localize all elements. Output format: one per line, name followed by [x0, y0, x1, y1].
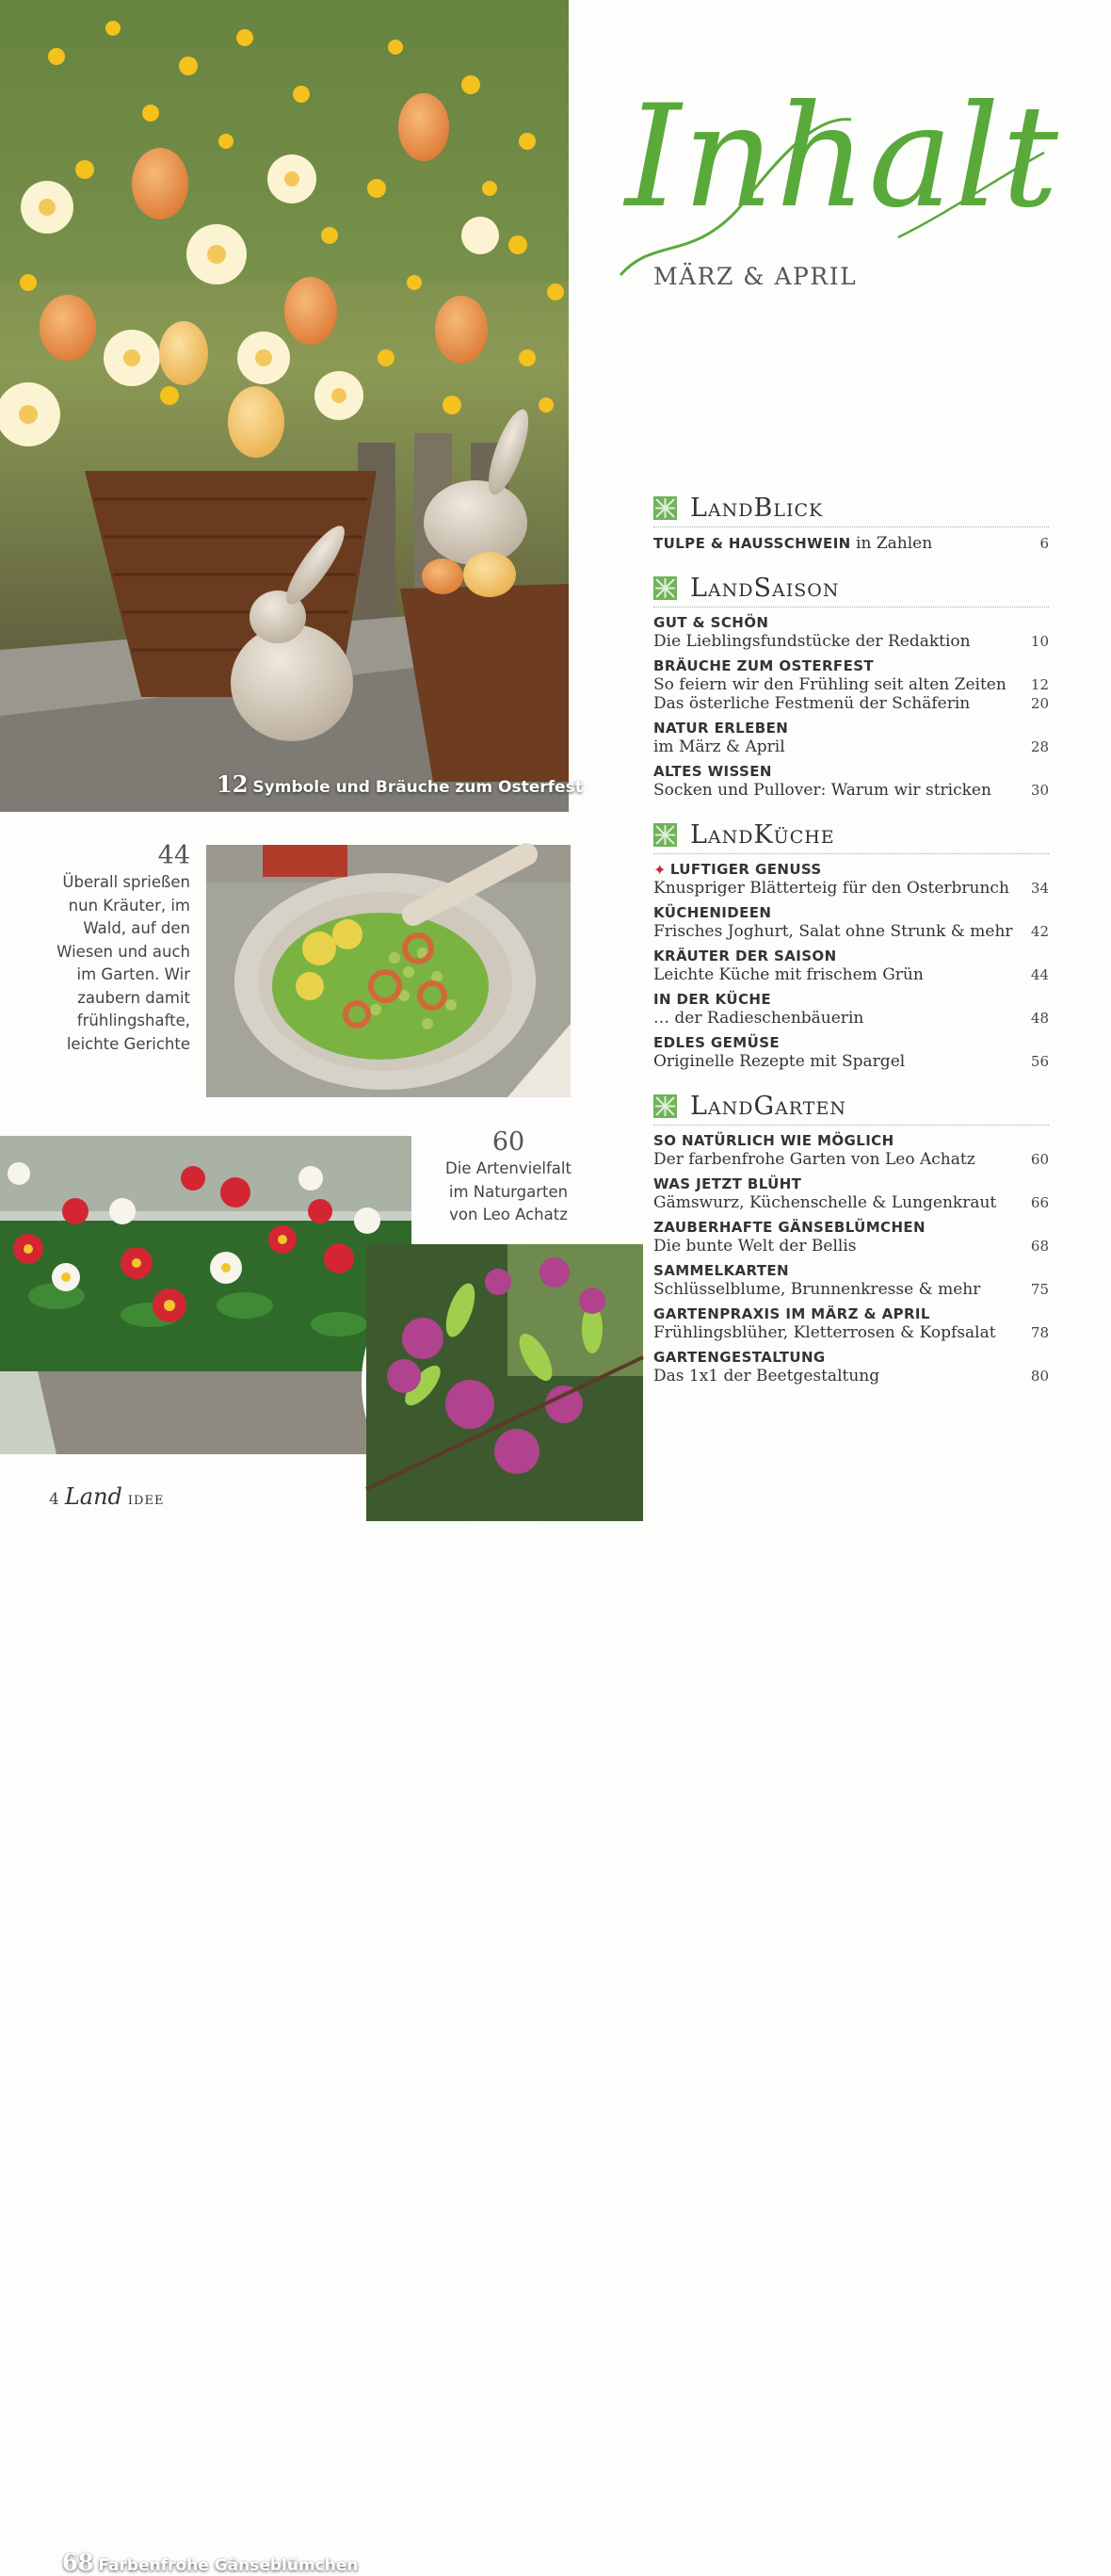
entry-heading: ZAUBERHAFTE GÄNSEBLÜMCHEN: [653, 1219, 926, 1236]
teaser-line: zaubern damit: [77, 988, 190, 1007]
teaser-line: im Garten. Wir: [76, 965, 190, 983]
entry-page: 80: [1030, 1368, 1049, 1385]
entry-text: Socken und Pullover: Warum wir stricken: [653, 781, 991, 800]
teaser-page-number: 60: [491, 1127, 525, 1157]
section-leaf-icon: [653, 496, 677, 520]
entry-page: 56: [1030, 1053, 1049, 1070]
garden-teaser: [428, 1127, 588, 1227]
entry-text: Die Lieblingsfundstücke der Redaktion: [653, 632, 971, 651]
daphne-blossom-photo: [362, 1239, 648, 1526]
herb-salad-photo: [206, 845, 571, 1097]
entry-page: 48: [1030, 1010, 1049, 1027]
entry-text: Leichte Küche mit frischem Grün: [653, 965, 924, 984]
toc-entry[interactable]: [653, 1305, 1049, 1342]
section-title: LandKüche: [690, 820, 835, 850]
entry-heading: IN DER KÜCHE: [653, 991, 771, 1008]
star-icon: ✦: [653, 861, 667, 879]
section-leaf-icon: [653, 823, 677, 847]
title-inhalt: Inhalt: [625, 75, 1061, 239]
brand-logo-script: Land: [64, 1483, 122, 1510]
entry-page: 66: [1030, 1194, 1049, 1211]
toc-entry[interactable]: [653, 763, 1049, 800]
section-title: LandGarten: [690, 1092, 846, 1121]
section-header: [653, 570, 1049, 608]
teaser-line: Wald, auf den: [83, 919, 190, 937]
caption-text: Symbole und Bräuche zum Osterfest: [252, 778, 583, 797]
toc-entry[interactable]: [653, 1132, 1049, 1169]
teaser-line: leichte Gerichte: [66, 1034, 190, 1053]
teaser-line: Überall sprießen: [62, 873, 190, 891]
page-number: 4: [49, 1490, 59, 1509]
caption-page-number: 12: [217, 770, 249, 798]
entry-heading: LUFTIGER GENUSS: [669, 861, 822, 878]
entry-heading: BRÄUCHE ZUM OSTERFEST: [653, 657, 875, 674]
entry-heading: SO NATÜRLICH WIE MÖGLICH: [653, 1132, 894, 1149]
teaser-line: frühlingshafte,: [76, 1012, 190, 1029]
entry-page: 42: [1030, 923, 1049, 940]
entry-text: Das 1x1 der Beetgestaltung: [653, 1367, 880, 1385]
herb-salad-illustration: [206, 845, 571, 1097]
entry-text: im März & April: [653, 737, 785, 756]
teaser-page-number: 44: [157, 841, 190, 870]
page-footer: [49, 1483, 164, 1510]
entry-page: 30: [1030, 782, 1049, 799]
caption-page-number: 68: [62, 2549, 94, 2576]
teaser-line: im Naturgarten: [448, 1182, 569, 1201]
daisies-photo-caption: [62, 2549, 359, 2576]
section-landsaison: [653, 570, 1049, 800]
entry-heading: GARTENGESTALTUNG: [653, 1349, 826, 1366]
entry-text: in Zahlen: [856, 534, 933, 553]
daisies-illustration: [0, 1136, 411, 1454]
contents-title: [625, 49, 1061, 266]
entry-page: 60: [1030, 1151, 1049, 1168]
teaser-line: Wiesen und auch: [56, 942, 190, 961]
entry-heading: GUT & SCHÖN: [653, 614, 769, 631]
entry-text: Der farbenfrohe Garten von Leo Achatz: [653, 1150, 975, 1169]
entry-text: Originelle Rezepte mit Spargel: [653, 1052, 906, 1071]
section-title: LandSaison: [690, 574, 840, 603]
entry-page: 12: [1030, 676, 1049, 693]
teaser-line: Die Artenvielfalt: [445, 1159, 572, 1177]
entry-page: 78: [1030, 1324, 1049, 1341]
entry-page: 28: [1030, 738, 1049, 755]
toc-entry[interactable]: [653, 534, 1049, 553]
entry-page: 20: [1030, 695, 1049, 712]
entry-page: 10: [1030, 633, 1049, 650]
section-title: LandBlick: [690, 494, 824, 523]
section-leaf-icon: [653, 1094, 677, 1118]
section-landgarten: [653, 1088, 1049, 1385]
entry-heading: WAS JETZT BLÜHT: [653, 1175, 802, 1192]
easter-bouquet-photo: [0, 0, 583, 812]
toc-entry[interactable]: [653, 1262, 1049, 1299]
entry-heading: NATUR ERLEBEN: [653, 720, 789, 737]
easter-photo-caption: [217, 770, 583, 798]
entry-page: 44: [1030, 966, 1049, 983]
entry-heading: ALTES WISSEN: [653, 763, 772, 780]
section-header: [653, 1088, 1049, 1126]
toc-entry[interactable]: [653, 948, 1049, 984]
entry-text: Knuspriger Blätterteig für den Osterbrunch: [653, 879, 1009, 898]
section-header: [653, 817, 1049, 854]
herbs-teaser: [30, 841, 190, 1056]
section-landkueche: [653, 817, 1049, 1071]
toc-entry[interactable]: [653, 614, 1049, 651]
section-landblick: [653, 490, 1049, 553]
toc-entry[interactable]: [653, 1349, 1049, 1385]
toc-entry[interactable]: [653, 861, 1049, 898]
entry-text: Frisches Joghurt, Salat ohne Strunk & mehr: [653, 922, 1013, 941]
brand-logo-caps: IDEE: [127, 1494, 165, 1508]
entry-heading: GARTENPRAXIS IM MÄRZ & APRIL: [653, 1305, 930, 1322]
entry-text: Frühlingsblüher, Kletterrosen & Kopfsalat: [653, 1323, 996, 1342]
entry-page: 68: [1030, 1238, 1049, 1255]
entry-page: 6: [1039, 535, 1049, 552]
entry-text: Das österliche Festmenü der Schäferin: [653, 694, 971, 713]
entry-text: Die bunte Welt der Bellis: [653, 1237, 857, 1256]
entry-heading: TULPE & HAUSSCHWEIN: [653, 535, 851, 552]
section-header: [653, 490, 1049, 527]
entry-text: … der Radieschenbäuerin: [653, 1009, 864, 1028]
teaser-line: nun Kräuter, im: [68, 896, 190, 915]
toc-entry[interactable]: [653, 904, 1049, 941]
toc-entry[interactable]: [653, 720, 1049, 756]
toc-entry[interactable]: [653, 657, 1049, 713]
daphne-illustration: [366, 1244, 643, 1521]
entry-text: Gämswurz, Küchenschelle & Lungenkraut: [653, 1193, 997, 1212]
entry-text: Schlüsselblume, Brunnenkresse & mehr: [653, 1280, 981, 1299]
entry-heading: EDLES GEMÜSE: [653, 1034, 781, 1051]
toc-entry[interactable]: [653, 1034, 1049, 1071]
entry-heading: SAMMELKARTEN: [653, 1262, 790, 1279]
teaser-line: von Leo Achatz: [449, 1206, 568, 1223]
entry-page: 75: [1030, 1281, 1049, 1298]
section-leaf-icon: [653, 576, 677, 600]
caption-text: Farbenfrohe Gänseblümchen: [98, 2556, 359, 2575]
issue-months: MÄRZ & APRIL: [653, 263, 858, 290]
entry-heading: KRÄUTER DER SAISON: [653, 948, 837, 964]
table-of-contents: [653, 490, 1049, 1402]
entry-page: 34: [1030, 880, 1049, 897]
easter-bouquet-illustration: [0, 0, 569, 812]
toc-entry[interactable]: [653, 1219, 1049, 1256]
entry-heading: KÜCHENIDEEN: [653, 904, 772, 921]
toc-entry[interactable]: [653, 991, 1049, 1028]
toc-entry[interactable]: [653, 1175, 1049, 1212]
entry-text: So feiern wir den Frühling seit alten Zeiten: [653, 675, 1006, 694]
